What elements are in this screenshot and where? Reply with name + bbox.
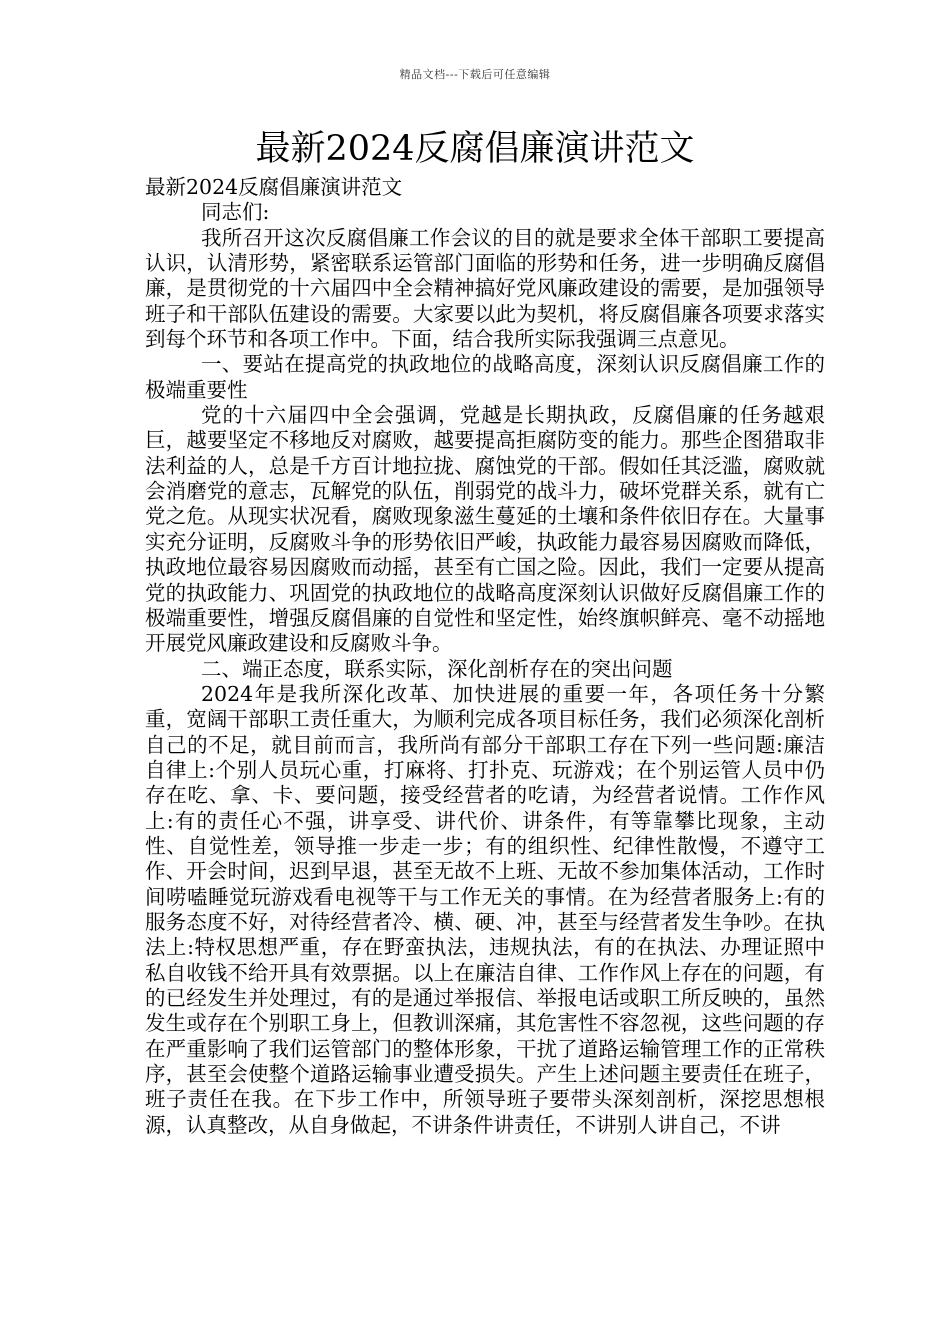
body-paragraph: 我所召开这次反腐倡廉工作会议的目的就是要求全体干部职工要提高认识，认清形势，紧密联系运管部门面临的形势和任务，进一步明确反腐倡廉，是贯彻党的十六届四中全会精神搞好党风廉政建设的需要，是加强领导班子和干部队伍建设的需要。大家要以此为契机，将反腐倡廉各项要求落实到每个环节和各项工作中。下面，结合我所实际我强调三点意见。 [145,225,825,352]
body-paragraph: 2024年是我所深化改革、加快进展的重要一年，各项任务十分繁重，宽阔干部职工责任重大，为顺利完成各项目标任务，我们必须深化剖析自己的不足，就目前而言，我所尚有部分干部职工存在下列一些问题:廉洁自律上:个别人员玩心重，打麻将、打扑克、玩游戏；在个别运管人员中仍存在吃、拿、卡、要问题，接受经营者的吃请，为经营者说情。工作作风上:有的责任心不强，讲享受、讲代价、讲条件，有等靠攀比现象，主动性、自觉性差，领导推一步走一步；有的组织性、纪律性散慢，不遵守工作、开会时间，迟到早退，甚至无故不上班、无故不参加集体活动，工作时间唠嗑睡觉玩游戏看电视等干与工作无关的事情。在为经营者服务上:有的服务态度不好，对待经营者冷、横、硬、冲，甚至与经营者发生争吵。在执法上:特权思想严重，存在野蛮执法，违规执法，有的在执法、办理证照中私自收钱不给开具有效票据。以上在廉洁自律、工作作风上存在的问题，有的已经发生并处理过，有的是通过举报信、举报电话或职工所反映的，虽然发生或存在个别职工身上，但教训深痛，其危害性不容忽视，这些问题的存在严重影响了我们运管部门的整体形象，干扰了道路运输管理工作的正常秩序，甚至会使整个道路运输事业遭受损失。产生上述问题主要责任在班子，班子责任在我。在下步工作中，所领导班子要带头深刻剖析，深挖思想根源，认真整改，从自身做起，不讲条件讲责任，不讲别人讲自己，不讲 [145,681,825,1137]
section-heading-2: 二、端正态度，联系实际，深化剖析存在的突出问题 [201,656,673,681]
body-paragraph: 党的十六届四中全会强调，党越是长期执政，反腐倡廉的任务越艰巨，越要坚定不移地反对腐败，越要提高拒腐防变的能力。那些企图猎取非法利益的人，总是千方百计地拉拢、腐蚀党的干部。假如任其泛滥，腐败就会消磨党的意志，瓦解党的队伍，削弱党的战斗力，破坏党群关系，就有亡党之危。从现实状况看，腐败现象滋生蔓延的土壤和条件依旧存在。大量事实充分证明，反腐败斗争的形势依旧严峻，执政能力最容易因腐败而降低，执政地位最容易因腐败而动摇，甚至有亡国之险。因此，我们一定要从提高党的执政能力、巩固党的执政地位的战略高度深刻认识做好反腐倡廉工作的极端重要性，增强反腐倡廉的自觉性和坚定性，始终旗帜鲜亮、毫不动摇地开展党风廉政建设和反腐败斗争。 [145,403,825,656]
document-body [145,175,825,1138]
subtitle-line: 最新2024反腐倡廉演讲范文 [145,175,403,199]
header-note: 精品文档---下载后可任意编辑 [399,68,551,81]
document-title: 最新2024反腐倡廉演讲范文 [255,129,695,169]
salutation: 同志们: [201,200,270,225]
section-heading-1: 一、要站在提高党的执政地位的战略高度，深刻认识反腐倡廉工作的极端重要性 [145,352,825,402]
